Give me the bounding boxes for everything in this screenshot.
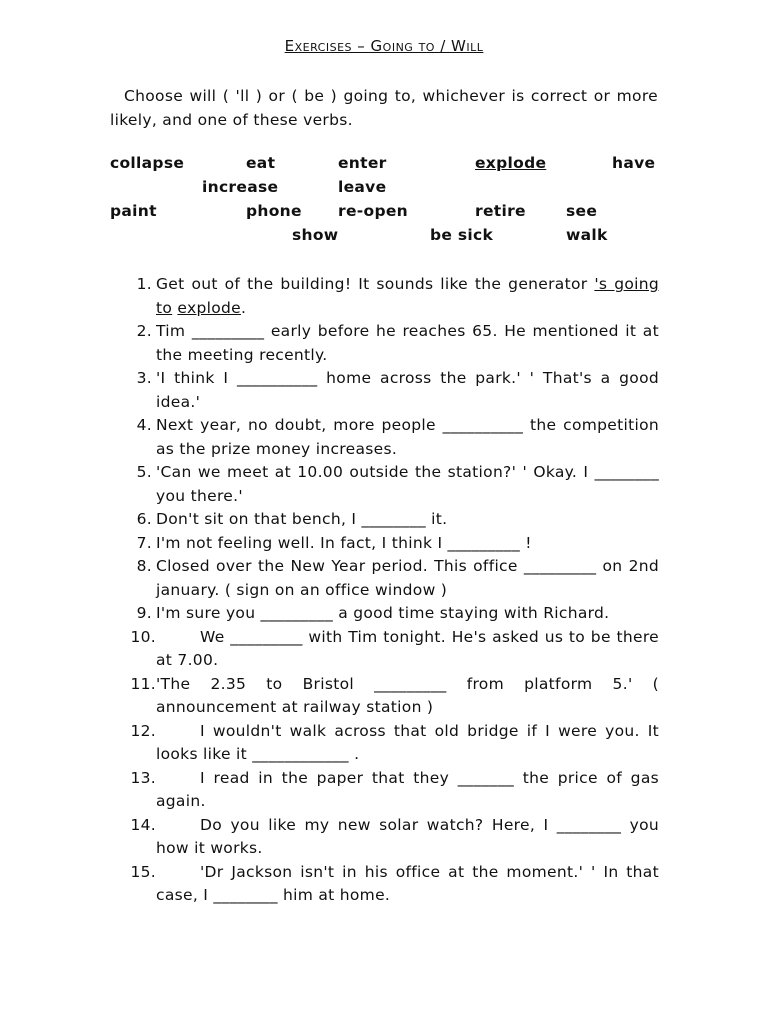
item-number: 8. xyxy=(136,557,152,575)
item-number: 13. xyxy=(130,768,156,787)
verb-see: see xyxy=(566,202,598,220)
exercise-item xyxy=(0,508,768,532)
exercise-item xyxy=(0,626,768,673)
verb-walk: walk xyxy=(566,226,608,244)
exercise-item xyxy=(0,814,768,861)
item-text: Don't sit on that bench, I ________ it. xyxy=(156,510,448,528)
exercise-item xyxy=(0,532,768,556)
item-text xyxy=(156,273,659,320)
item-text: I'm not feeling well. In fact, I think I _________ ! xyxy=(156,533,532,552)
verb-have: have xyxy=(612,154,656,172)
item-text-body: 'Dr Jackson isn't in his office at the moment.' ' In that case, I ________ him at home. xyxy=(156,862,659,904)
verb-be-sick: be sick xyxy=(430,226,494,244)
verb-phone: phone xyxy=(246,202,302,220)
item-text-body: We _________ with Tim tonight. He's asked us to be there at 7.00. xyxy=(156,627,659,669)
item-text: 'Can we meet at 10.00 outside the station?' ' Okay. I ________ you there.' xyxy=(156,463,659,505)
item-text-body: Do you like my new solar watch? Here, I ________ you how it works. xyxy=(156,815,659,857)
item-number: 15. xyxy=(130,862,156,881)
item-text xyxy=(156,767,659,814)
verb-enter: enter xyxy=(338,154,387,172)
verb-paint: paint xyxy=(110,202,157,220)
exercise-item xyxy=(0,720,768,767)
item-text xyxy=(156,720,659,767)
item-text-body: I wouldn't walk across that old bridge if I were you. It looks like it ____________ . xyxy=(156,721,659,763)
item-text: 'I think I __________ home across the park.' ' That's a good idea.' xyxy=(156,369,659,411)
page-title: Exercises – Going to / Will xyxy=(284,37,484,55)
item-text: Tim _________ early before he reaches 65. He mentioned it at the meeting recently. xyxy=(156,322,659,364)
item-text xyxy=(156,861,659,908)
example-answer-aux: 's going to xyxy=(156,275,659,317)
exercise-item xyxy=(0,273,768,320)
verb-explode: explode xyxy=(475,154,547,172)
item-text: 'The 2.35 to Bristol _________ from platform 5.' ( announcement at railway station ) xyxy=(156,674,659,716)
verb-reopen: re-open xyxy=(338,202,408,220)
verb-retire: retire xyxy=(475,202,526,220)
item-number: 12. xyxy=(130,721,156,740)
verb-increase: increase xyxy=(202,178,279,196)
item-number: 1. xyxy=(136,275,152,293)
item-text: Next year, no doubt, more people __________ the competition as the prize money increases. xyxy=(156,416,659,458)
item-text: I'm sure you _________ a good time staying with Richard. xyxy=(156,604,610,622)
verb-leave: leave xyxy=(338,178,387,196)
item-text xyxy=(156,626,659,673)
item-text xyxy=(156,814,659,861)
item-text-body: I read in the paper that they _______ the price of gas again. xyxy=(156,768,659,810)
exercise-item xyxy=(0,555,768,602)
exercise-item xyxy=(0,861,768,908)
item-number: 2. xyxy=(136,322,152,340)
verb-eat: eat xyxy=(246,154,276,172)
item-text-start: Get out of the building! It sounds like the generator xyxy=(156,275,595,293)
item-text: Closed over the New Year period. This office _________ on 2nd january. ( sign on an office window ) xyxy=(156,557,659,599)
verb-collapse: collapse xyxy=(110,154,185,172)
instructions-text: Choose will ( 'll ) or ( be ) going to, whichever is correct or more likely, and one of these verbs. xyxy=(110,87,658,129)
exercise-item xyxy=(0,320,768,367)
item-number: 5. xyxy=(136,463,152,481)
exercise-list xyxy=(0,273,768,908)
verb-box xyxy=(0,154,768,254)
example-answer-verb: explode xyxy=(177,298,241,317)
item-number: 14. xyxy=(130,815,156,834)
item-number: 7. xyxy=(136,533,152,552)
exercise-item xyxy=(0,414,768,461)
item-number: 10. xyxy=(130,627,156,646)
verb-show: show xyxy=(292,226,339,244)
item-number: 9. xyxy=(136,604,152,622)
item-number: 3. xyxy=(136,369,152,387)
exercise-item xyxy=(0,673,768,720)
item-text-end: . xyxy=(240,298,247,317)
item-number: 6. xyxy=(136,510,152,528)
exercise-item xyxy=(0,602,768,626)
item-number: 4. xyxy=(136,416,152,434)
exercise-item xyxy=(0,461,768,508)
instructions xyxy=(110,84,658,132)
item-number: 11. xyxy=(130,674,156,693)
exercise-item xyxy=(0,767,768,814)
exercise-item xyxy=(0,367,768,414)
